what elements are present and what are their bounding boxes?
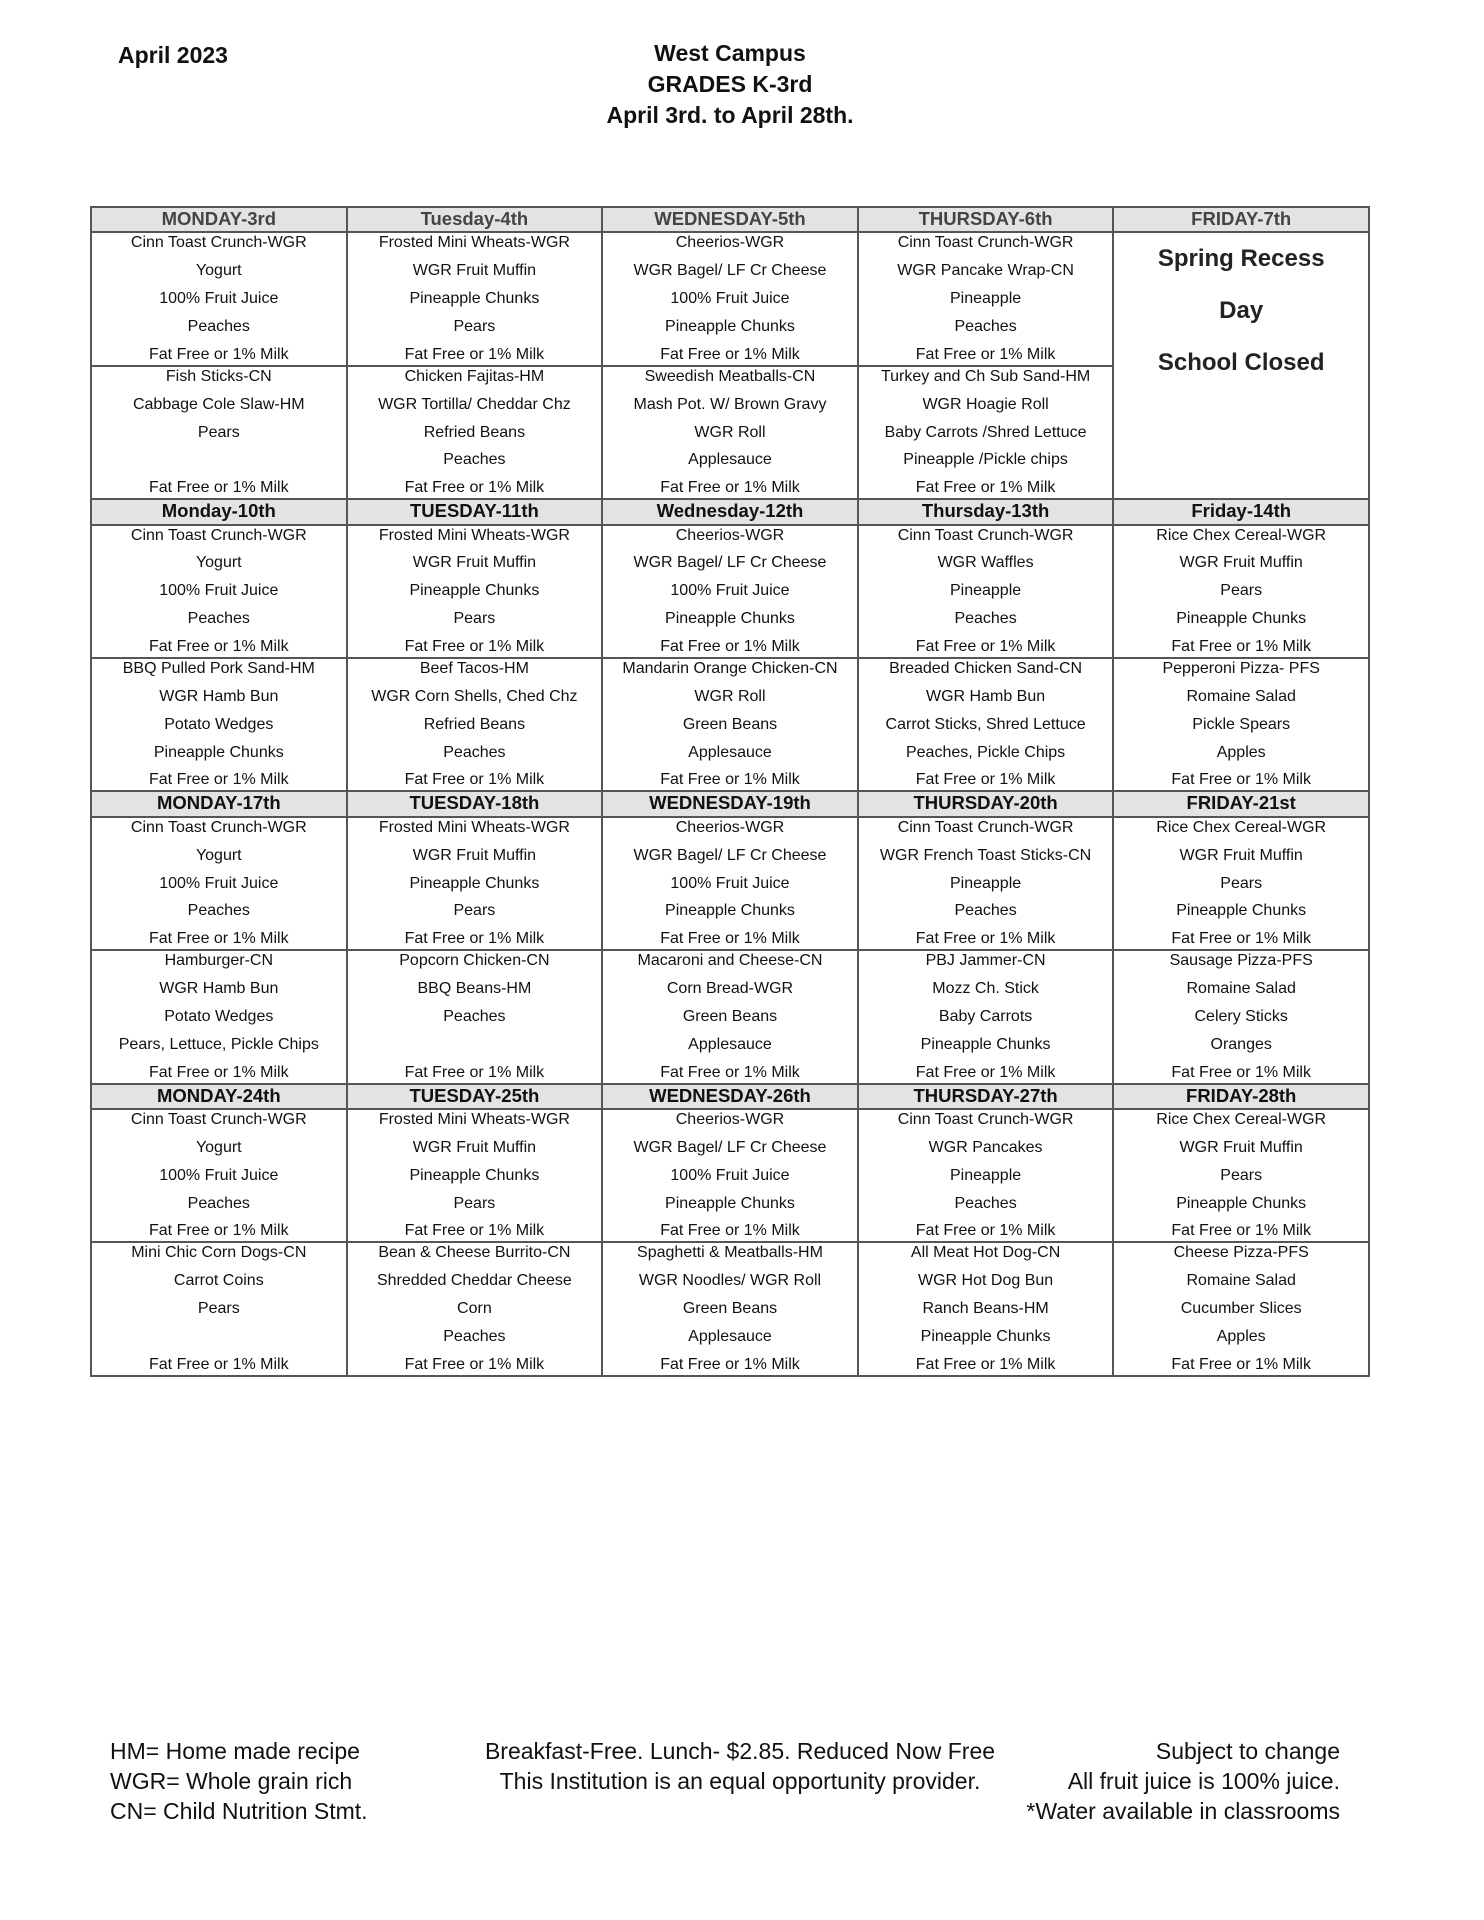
menu-item: Shredded Cheddar Cheese xyxy=(376,1272,572,1290)
menu-item: 100% Fruit Juice xyxy=(670,290,790,308)
menu-item: Pears xyxy=(1220,1166,1263,1184)
menu-item: Pineapple Chunks xyxy=(665,902,795,920)
menu-item: Peaches xyxy=(187,1194,250,1212)
menu-item: Rice Chex Cereal-WGR xyxy=(1156,818,1327,836)
menu-table xyxy=(90,206,1370,1377)
menu-item: Peaches xyxy=(443,1007,506,1025)
menu-item: Fat Free or 1% Milk xyxy=(660,345,800,363)
menu-item: Yogurt xyxy=(195,1138,242,1156)
day-header: Friday-14th xyxy=(1113,499,1369,524)
menu-item: All Meat Hot Dog-CN xyxy=(910,1244,1061,1262)
menu-item: Fat Free or 1% Milk xyxy=(149,1063,289,1081)
menu-title-block xyxy=(520,38,940,131)
menu-item: Pineapple xyxy=(949,290,1022,308)
menu-item: Fat Free or 1% Milk xyxy=(404,771,545,789)
legend-wgr: WGR= Whole grain rich xyxy=(110,1768,353,1794)
footer-legend xyxy=(110,1736,368,1826)
menu-item: Fat Free or 1% Milk xyxy=(404,1222,545,1240)
day-header: Thursday-13th xyxy=(858,499,1114,524)
menu-item: Applesauce xyxy=(688,1328,772,1346)
day-header: THURSDAY-20th xyxy=(858,791,1114,816)
menu-item: WGR Pancake Wrap-CN xyxy=(897,262,1074,280)
day-header: Wednesday-12th xyxy=(602,499,858,524)
menu-item: Carrot Sticks, Shred Lettuce xyxy=(885,715,1086,733)
menu-item: Green Beans xyxy=(682,1300,778,1318)
menu-item: Peaches xyxy=(187,317,250,335)
menu-item: Yogurt xyxy=(195,554,242,572)
menu-item: Peaches xyxy=(954,610,1017,628)
menu-item: Yogurt xyxy=(195,262,242,280)
day-header: TUESDAY-11th xyxy=(347,499,603,524)
menu-item: Popcorn Chicken-CN xyxy=(399,952,550,970)
date-range: April 3rd. to April 28th. xyxy=(606,102,854,128)
day-header: FRIDAY-28th xyxy=(1113,1084,1369,1109)
day-header: WEDNESDAY-26th xyxy=(602,1084,858,1109)
menu-item: Frosted Mini Wheats-WGR xyxy=(378,818,570,836)
menu-item: Apples xyxy=(1216,1328,1266,1346)
menu-item: Fat Free or 1% Milk xyxy=(1171,1063,1311,1081)
lunch-row xyxy=(91,1242,1369,1376)
menu-item: WGR Hamb Bun xyxy=(926,687,1046,705)
menu-item: Fat Free or 1% Milk xyxy=(915,930,1056,948)
menu-item: Macaroni and Cheese-CN xyxy=(637,952,823,970)
menu-item: Pineapple xyxy=(949,1166,1022,1184)
menu-item: Pineapple Chunks xyxy=(665,317,795,335)
menu-item: WGR Fruit Muffin xyxy=(412,262,537,280)
lunch-cell xyxy=(858,658,1114,791)
menu-item: Corn xyxy=(457,1300,492,1318)
menu-item: Fat Free or 1% Milk xyxy=(915,638,1056,655)
equal-opportunity-line: This Institution is an equal opportunity provider. xyxy=(499,1768,981,1794)
breakfast-cell xyxy=(347,232,603,365)
menu-item: Fat Free or 1% Milk xyxy=(149,345,289,363)
menu-item: Sweedish Meatballs-CN xyxy=(644,367,816,385)
menu-item: Cinn Toast Crunch-WGR xyxy=(897,818,1074,836)
menu-item: Peaches xyxy=(954,902,1017,920)
menu-item: 100% Fruit Juice xyxy=(670,874,790,892)
menu-item: Cinn Toast Crunch-WGR xyxy=(130,818,307,836)
note-water: *Water available in classrooms xyxy=(1026,1798,1340,1824)
menu-item: Cinn Toast Crunch-WGR xyxy=(897,526,1074,544)
menu-item: Pears xyxy=(1220,874,1263,892)
menu-item: Oranges xyxy=(1210,1035,1272,1053)
menu-item: Green Beans xyxy=(682,715,778,733)
spring-recess-cell xyxy=(1113,232,1369,499)
day-header: TUESDAY-25th xyxy=(347,1084,603,1109)
menu-item: Pickle Spears xyxy=(1192,715,1291,733)
menu-item: Pears xyxy=(453,610,496,628)
menu-item: Cabbage Cole Slaw-HM xyxy=(132,395,305,413)
menu-item: Fat Free or 1% Milk xyxy=(149,771,289,789)
menu-item: Fat Free or 1% Milk xyxy=(915,771,1056,789)
menu-item: 100% Fruit Juice xyxy=(670,1166,790,1184)
week-header-row xyxy=(91,791,1369,816)
lunch-cell xyxy=(602,366,858,499)
menu-item: Peaches xyxy=(954,1194,1017,1212)
breakfast-cell xyxy=(602,232,858,365)
menu-item: Applesauce xyxy=(688,1035,772,1053)
lunch-cell xyxy=(858,366,1114,499)
menu-item: WGR Fruit Muffin xyxy=(1179,554,1303,572)
breakfast-cell xyxy=(858,232,1114,365)
menu-item: BBQ Beans-HM xyxy=(417,980,532,998)
menu-item: WGR Hot Dog Bun xyxy=(918,1272,1054,1290)
menu-item: Mini Chic Corn Dogs-CN xyxy=(131,1244,307,1262)
menu-item: Fat Free or 1% Milk xyxy=(149,638,289,655)
day-header: MONDAY-17th xyxy=(91,791,347,816)
menu-item: WGR Fruit Muffin xyxy=(412,554,537,572)
day-header: FRIDAY-21st xyxy=(1113,791,1369,816)
breakfast-row xyxy=(91,817,1369,950)
breakfast-cell xyxy=(858,817,1114,950)
menu-item: Fat Free or 1% Milk xyxy=(915,345,1056,363)
lunch-cell xyxy=(347,950,603,1083)
lunch-cell xyxy=(91,658,347,791)
lunch-cell xyxy=(91,1242,347,1376)
menu-item: Pineapple Chunks xyxy=(665,1194,795,1212)
menu-item: Fat Free or 1% Milk xyxy=(660,638,800,655)
menu-item: WGR Pancakes xyxy=(928,1138,1043,1156)
menu-item: WGR Fruit Muffin xyxy=(412,846,537,864)
grade-range: GRADES K-3rd xyxy=(647,71,813,97)
lunch-row xyxy=(91,658,1369,791)
menu-item: Fat Free or 1% Milk xyxy=(149,930,289,948)
menu-item: Pears, Lettuce, Pickle Chips xyxy=(118,1035,319,1053)
menu-item: Peaches, Pickle Chips xyxy=(905,743,1066,761)
menu-item: Pineapple xyxy=(949,582,1022,600)
menu-item: Fat Free or 1% Milk xyxy=(404,930,545,948)
menu-item: Fat Free or 1% Milk xyxy=(915,1355,1056,1373)
footer-pricing xyxy=(440,1736,1040,1796)
menu-item: Ranch Beans-HM xyxy=(922,1300,1049,1318)
menu-item: Cheerios-WGR xyxy=(675,1111,785,1129)
menu-item: WGR Waffles xyxy=(937,554,1034,572)
breakfast-cell xyxy=(347,525,603,658)
menu-item: Mandarin Orange Chicken-CN xyxy=(622,660,838,678)
menu-item: Breaded Chicken Sand-CN xyxy=(889,660,1083,678)
menu-item: Corn Bread-WGR xyxy=(666,980,794,998)
menu-item: Yogurt xyxy=(195,846,242,864)
menu-item: Frosted Mini Wheats-WGR xyxy=(378,234,570,252)
breakfast-cell xyxy=(602,817,858,950)
menu-item: PBJ Jammer-CN xyxy=(925,952,1046,970)
legend-hm: HM= Home made recipe xyxy=(110,1738,360,1764)
lunch-row xyxy=(91,950,1369,1083)
menu-item: WGR Roll xyxy=(694,423,766,441)
menu-item: WGR Bagel/ LF Cr Cheese xyxy=(633,846,827,864)
lunch-cell xyxy=(347,658,603,791)
menu-item: Fat Free or 1% Milk xyxy=(915,479,1056,497)
menu-item: Fat Free or 1% Milk xyxy=(1171,1222,1311,1240)
day-header: FRIDAY-7th xyxy=(1113,207,1369,232)
menu-item: Fat Free or 1% Milk xyxy=(660,771,800,789)
breakfast-row xyxy=(91,525,1369,658)
menu-item: Frosted Mini Wheats-WGR xyxy=(378,526,570,544)
menu-item: Apples xyxy=(1216,743,1266,761)
menu-item: Rice Chex Cereal-WGR xyxy=(1156,1111,1327,1129)
menu-item: Cinn Toast Crunch-WGR xyxy=(897,1111,1074,1129)
menu-item: WGR Bagel/ LF Cr Cheese xyxy=(633,1138,827,1156)
menu-item: Pears xyxy=(453,1194,496,1212)
note-fruit-juice: All fruit juice is 100% juice. xyxy=(1067,1768,1340,1794)
menu-item: Romaine Salad xyxy=(1186,1272,1296,1290)
lunch-cell xyxy=(347,1242,603,1376)
pricing-line: Breakfast-Free. Lunch- $2.85. Reduced Now Free xyxy=(484,1738,996,1764)
menu-item: Fat Free or 1% Milk xyxy=(1171,771,1311,789)
menu-item: WGR Corn Shells, Ched Chz xyxy=(371,687,578,705)
menu-item: Pineapple Chunks xyxy=(1176,902,1307,920)
menu-item: WGR Fruit Muffin xyxy=(1179,1138,1303,1156)
menu-item: Green Beans xyxy=(682,1007,778,1025)
footer-notes xyxy=(1026,1736,1340,1826)
menu-item: Fat Free or 1% Milk xyxy=(404,638,545,655)
lunch-cell xyxy=(91,366,347,499)
menu-item: Fat Free or 1% Milk xyxy=(404,1063,545,1081)
day-header: MONDAY-3rd xyxy=(91,207,347,232)
menu-item: Cheese Pizza-PFS xyxy=(1173,1244,1309,1262)
menu-item: Cinn Toast Crunch-WGR xyxy=(130,526,307,544)
menu-item: WGR Hoagie Roll xyxy=(922,395,1049,413)
menu-item: Spaghetti & Meatballs-HM xyxy=(637,1244,823,1262)
menu-item: Peaches xyxy=(187,902,250,920)
breakfast-row xyxy=(91,1109,1369,1242)
menu-item: Chicken Fajitas-HM xyxy=(404,367,545,385)
menu-item: Mozz Ch. Stick xyxy=(932,980,1039,998)
day-header: THURSDAY-27th xyxy=(858,1084,1114,1109)
week-header-row xyxy=(91,499,1369,524)
menu-item: Fat Free or 1% Milk xyxy=(1171,930,1311,948)
menu-item: Fat Free or 1% Milk xyxy=(1171,1355,1311,1373)
menu-item: 100% Fruit Juice xyxy=(159,290,279,308)
menu-item: WGR Fruit Muffin xyxy=(1179,846,1303,864)
menu-item: Fat Free or 1% Milk xyxy=(660,1222,800,1240)
menu-item: Pineapple Chunks xyxy=(409,290,540,308)
menu-item: Fat Free or 1% Milk xyxy=(149,479,289,497)
menu-item: Refried Beans xyxy=(423,423,526,441)
menu-month: April 2023 xyxy=(118,42,228,68)
menu-item: WGR Fruit Muffin xyxy=(412,1138,537,1156)
menu-item: Pepperoni Pizza- PFS xyxy=(1162,660,1320,678)
lunch-cell xyxy=(602,658,858,791)
menu-item: Mash Pot. W/ Brown Gravy xyxy=(633,395,827,413)
menu-item: Pears xyxy=(197,423,240,441)
week-header-row xyxy=(91,207,1369,232)
breakfast-cell xyxy=(91,525,347,658)
menu-item: Fat Free or 1% Milk xyxy=(915,1063,1056,1081)
lunch-cell xyxy=(347,366,603,499)
menu-item: Beef Tacos-HM xyxy=(419,660,529,678)
menu-item: Pineapple Chunks xyxy=(920,1328,1051,1346)
menu-item: WGR Hamb Bun xyxy=(159,980,279,998)
lunch-cell xyxy=(858,950,1114,1083)
breakfast-cell xyxy=(91,817,347,950)
menu-item: Pineapple Chunks xyxy=(409,582,540,600)
menu-item: Fat Free or 1% Milk xyxy=(149,1355,289,1373)
recess-note: Day xyxy=(1219,297,1264,325)
menu-item: Peaches xyxy=(443,743,506,761)
menu-item: WGR French Toast Sticks-CN xyxy=(879,846,1092,864)
menu-item: Frosted Mini Wheats-WGR xyxy=(378,1111,570,1129)
menu-item: Cinn Toast Crunch-WGR xyxy=(130,234,307,252)
breakfast-cell xyxy=(91,1109,347,1242)
menu-item: Peaches xyxy=(443,451,506,469)
menu-item: BBQ Pulled Pork Sand-HM xyxy=(122,660,315,678)
menu-item: WGR Bagel/ LF Cr Cheese xyxy=(633,262,827,280)
menu-item: Cucumber Slices xyxy=(1180,1300,1302,1318)
breakfast-cell xyxy=(1113,525,1369,658)
menu-item: Pineapple Chunks xyxy=(1176,610,1307,628)
breakfast-cell xyxy=(347,817,603,950)
menu-item: WGR Noodles/ WGR Roll xyxy=(638,1272,822,1290)
menu-item: Cinn Toast Crunch-WGR xyxy=(130,1111,307,1129)
breakfast-cell xyxy=(347,1109,603,1242)
menu-item: Baby Carrots xyxy=(938,1007,1033,1025)
lunch-cell xyxy=(602,950,858,1083)
menu-item: Carrot Coins xyxy=(173,1272,264,1290)
menu-item: Refried Beans xyxy=(423,715,526,733)
menu-item: Fat Free or 1% Milk xyxy=(660,1355,800,1373)
day-header: WEDNESDAY-19th xyxy=(602,791,858,816)
menu-item: Applesauce xyxy=(688,451,772,469)
breakfast-cell xyxy=(858,1109,1114,1242)
menu-item: Pineapple Chunks xyxy=(409,874,540,892)
menu-item: Fat Free or 1% Milk xyxy=(404,1355,545,1373)
menu-item: Pineapple Chunks xyxy=(665,610,795,628)
menu-item: Fat Free or 1% Milk xyxy=(1171,638,1311,655)
menu-item: Fat Free or 1% Milk xyxy=(404,479,545,497)
breakfast-row xyxy=(91,232,1369,365)
menu-item: Cheerios-WGR xyxy=(675,526,785,544)
campus-name: West Campus xyxy=(654,40,806,66)
menu-item: Pears xyxy=(453,902,496,920)
day-header: THURSDAY-6th xyxy=(858,207,1114,232)
lunch-cell xyxy=(91,950,347,1083)
lunch-cell xyxy=(602,1242,858,1376)
breakfast-cell xyxy=(91,232,347,365)
menu-item: Bean & Cheese Burrito-CN xyxy=(378,1244,571,1262)
menu-item: Pears xyxy=(197,1300,240,1318)
menu-item: Hamburger-CN xyxy=(164,952,274,970)
menu-item: Pineapple xyxy=(949,874,1022,892)
day-header: Tuesday-4th xyxy=(347,207,603,232)
menu-item: Fat Free or 1% Milk xyxy=(915,1222,1056,1240)
lunch-cell xyxy=(1113,658,1369,791)
menu-item: Fat Free or 1% Milk xyxy=(660,930,800,948)
menu-item: Cheerios-WGR xyxy=(675,234,785,252)
breakfast-cell xyxy=(602,525,858,658)
day-header: MONDAY-24th xyxy=(91,1084,347,1109)
day-header: Monday-10th xyxy=(91,499,347,524)
menu-item: Pears xyxy=(1220,582,1263,600)
menu-item: Fat Free or 1% Milk xyxy=(404,345,545,363)
week-header-row xyxy=(91,1084,1369,1109)
lunch-cell xyxy=(1113,1242,1369,1376)
menu-item: Potato Wedges xyxy=(164,1007,274,1025)
menu-item: 100% Fruit Juice xyxy=(670,582,790,600)
menu-item: Fat Free or 1% Milk xyxy=(660,479,800,497)
menu-item: Baby Carrots /Shred Lettuce xyxy=(884,423,1087,441)
menu-item: Pineapple Chunks xyxy=(409,1166,540,1184)
menu-item: Peaches xyxy=(443,1328,506,1346)
day-header: WEDNESDAY-5th xyxy=(602,207,858,232)
menu-item: 100% Fruit Juice xyxy=(159,874,279,892)
menu-item: Pineapple Chunks xyxy=(1176,1194,1307,1212)
day-header: TUESDAY-18th xyxy=(347,791,603,816)
menu-item: Applesauce xyxy=(688,743,772,761)
menu-item: Pears xyxy=(453,317,496,335)
menu-item: Pineapple /Pickle chips xyxy=(903,451,1068,469)
menu-item: Fat Free or 1% Milk xyxy=(660,1063,800,1081)
menu-item: WGR Bagel/ LF Cr Cheese xyxy=(633,554,827,572)
menu-item: Cinn Toast Crunch-WGR xyxy=(897,234,1074,252)
lunch-cell xyxy=(1113,950,1369,1083)
menu-item: WGR Hamb Bun xyxy=(159,687,279,705)
recess-note: Spring Recess xyxy=(1157,245,1325,273)
breakfast-cell xyxy=(602,1109,858,1242)
menu-item: Romaine Salad xyxy=(1186,687,1296,705)
menu-item: Turkey and Ch Sub Sand-HM xyxy=(880,367,1091,385)
menu-item: Pineapple Chunks xyxy=(920,1035,1051,1053)
menu-item: 100% Fruit Juice xyxy=(159,582,279,600)
menu-item: WGR Roll xyxy=(694,687,766,705)
menu-item: Rice Chex Cereal-WGR xyxy=(1156,526,1327,544)
breakfast-cell xyxy=(858,525,1114,658)
menu-item: Peaches xyxy=(187,610,250,628)
breakfast-cell xyxy=(1113,1109,1369,1242)
menu-item: Pineapple Chunks xyxy=(153,743,284,761)
menu-item: Sausage Pizza-PFS xyxy=(1169,952,1313,970)
legend-cn: CN= Child Nutrition Stmt. xyxy=(110,1798,368,1824)
menu-item: 100% Fruit Juice xyxy=(159,1166,279,1184)
menu-item: Peaches xyxy=(954,317,1017,335)
menu-item: WGR Tortilla/ Cheddar Chz xyxy=(378,395,571,413)
menu-item: Romaine Salad xyxy=(1186,980,1296,998)
lunch-cell xyxy=(858,1242,1114,1376)
breakfast-cell xyxy=(1113,817,1369,950)
menu-item: Celery Sticks xyxy=(1194,1007,1288,1025)
menu-item: Fat Free or 1% Milk xyxy=(149,1222,289,1240)
menu-item: Potato Wedges xyxy=(164,715,274,733)
menu-item: Cheerios-WGR xyxy=(675,818,785,836)
menu-item: Fish Sticks-CN xyxy=(165,367,272,385)
note-subject-to-change: Subject to change xyxy=(1155,1738,1340,1764)
recess-note: School Closed xyxy=(1157,349,1325,377)
